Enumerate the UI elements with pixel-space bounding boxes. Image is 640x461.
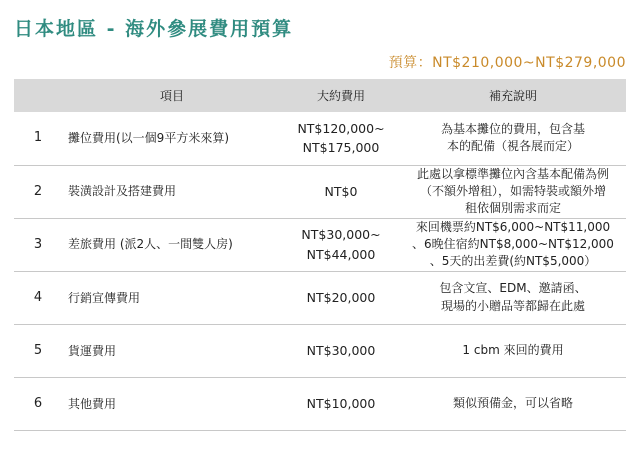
- note-line: （不額外增租），如需特裝或額外增: [419, 183, 606, 198]
- row-item: 差旅費用 (派2人、一間雙人房): [68, 237, 233, 252]
- note-line: 包含文宣、EDM、邀請函、: [439, 281, 587, 296]
- note-line: 來回機票約NT$6,000~NT$11,000: [415, 219, 611, 234]
- table-row: [14, 324, 626, 377]
- header-item: 項目: [159, 89, 184, 103]
- row-note: [400, 377, 626, 430]
- page-title: 日本地區 - 海外參展費用預算: [14, 18, 294, 40]
- row-item: 其他費用: [68, 396, 117, 411]
- header-note: 補充說明: [488, 89, 537, 103]
- row-cost: [282, 271, 400, 324]
- row-cost: [282, 112, 400, 165]
- cost-line: NT$175,000: [302, 140, 380, 156]
- table-row: [14, 218, 626, 271]
- note-line: 、6晚住宿約NT$8,000~NT$12,000: [412, 237, 614, 252]
- row-cost: [282, 218, 400, 271]
- cost-line: NT$10,000: [306, 396, 376, 412]
- cost-line: NT$120,000~: [297, 120, 385, 136]
- cost-line: NT$20,000: [306, 290, 376, 306]
- row-item: 裝潢設計及搭建費用: [68, 184, 177, 199]
- row-cost: [282, 377, 400, 430]
- table-row: [14, 112, 626, 165]
- row-note: [400, 324, 626, 377]
- table-row: [14, 377, 626, 430]
- table-header-row: [14, 79, 626, 112]
- row-number: 3: [33, 236, 43, 252]
- row-note: [400, 271, 626, 324]
- cost-line: NT$30,000~: [301, 227, 381, 243]
- budget-range: 預算：NT$210,000~NT$279,000: [388, 55, 626, 71]
- row-note: [400, 218, 626, 271]
- note-line: 現場的小贈品等都歸在此處: [440, 298, 585, 313]
- cost-line: NT$0: [324, 183, 358, 199]
- row-cost: [282, 324, 400, 377]
- row-item: 攤位費用(以一個9平方米來算): [68, 130, 229, 145]
- row-item: 貨運費用: [68, 343, 117, 358]
- row-number: 5: [33, 342, 43, 358]
- row-number: 4: [33, 289, 43, 305]
- note-line: 為基本攤位的費用，包含基: [440, 121, 585, 136]
- row-number: 1: [33, 130, 43, 146]
- cost-line: NT$30,000: [306, 343, 376, 359]
- note-line: 1 cbm 來回的費用: [462, 343, 564, 358]
- row-note: [400, 112, 626, 165]
- note-line: 此處以拿標準攤位內含基本配備為例: [416, 166, 609, 181]
- budget-table: [14, 79, 626, 431]
- table-row: [14, 271, 626, 324]
- note-line: 、5天的出差費(約NT$5,000）: [429, 254, 597, 269]
- table-row: [14, 165, 626, 218]
- header-number: [14, 79, 62, 112]
- note-line: 類似預備金，可以省略: [452, 396, 573, 411]
- row-item: 行銷宣傳費用: [68, 290, 141, 305]
- note-line: 本的配備（視各展而定）: [446, 139, 579, 154]
- header-cost: 大約費用: [316, 89, 365, 103]
- row-number: 6: [33, 395, 43, 411]
- row-cost: [282, 165, 400, 218]
- note-line: 租依個別需求而定: [464, 201, 561, 216]
- cost-line: NT$44,000: [306, 246, 376, 262]
- row-note: [400, 165, 626, 218]
- row-number: 2: [33, 183, 43, 199]
